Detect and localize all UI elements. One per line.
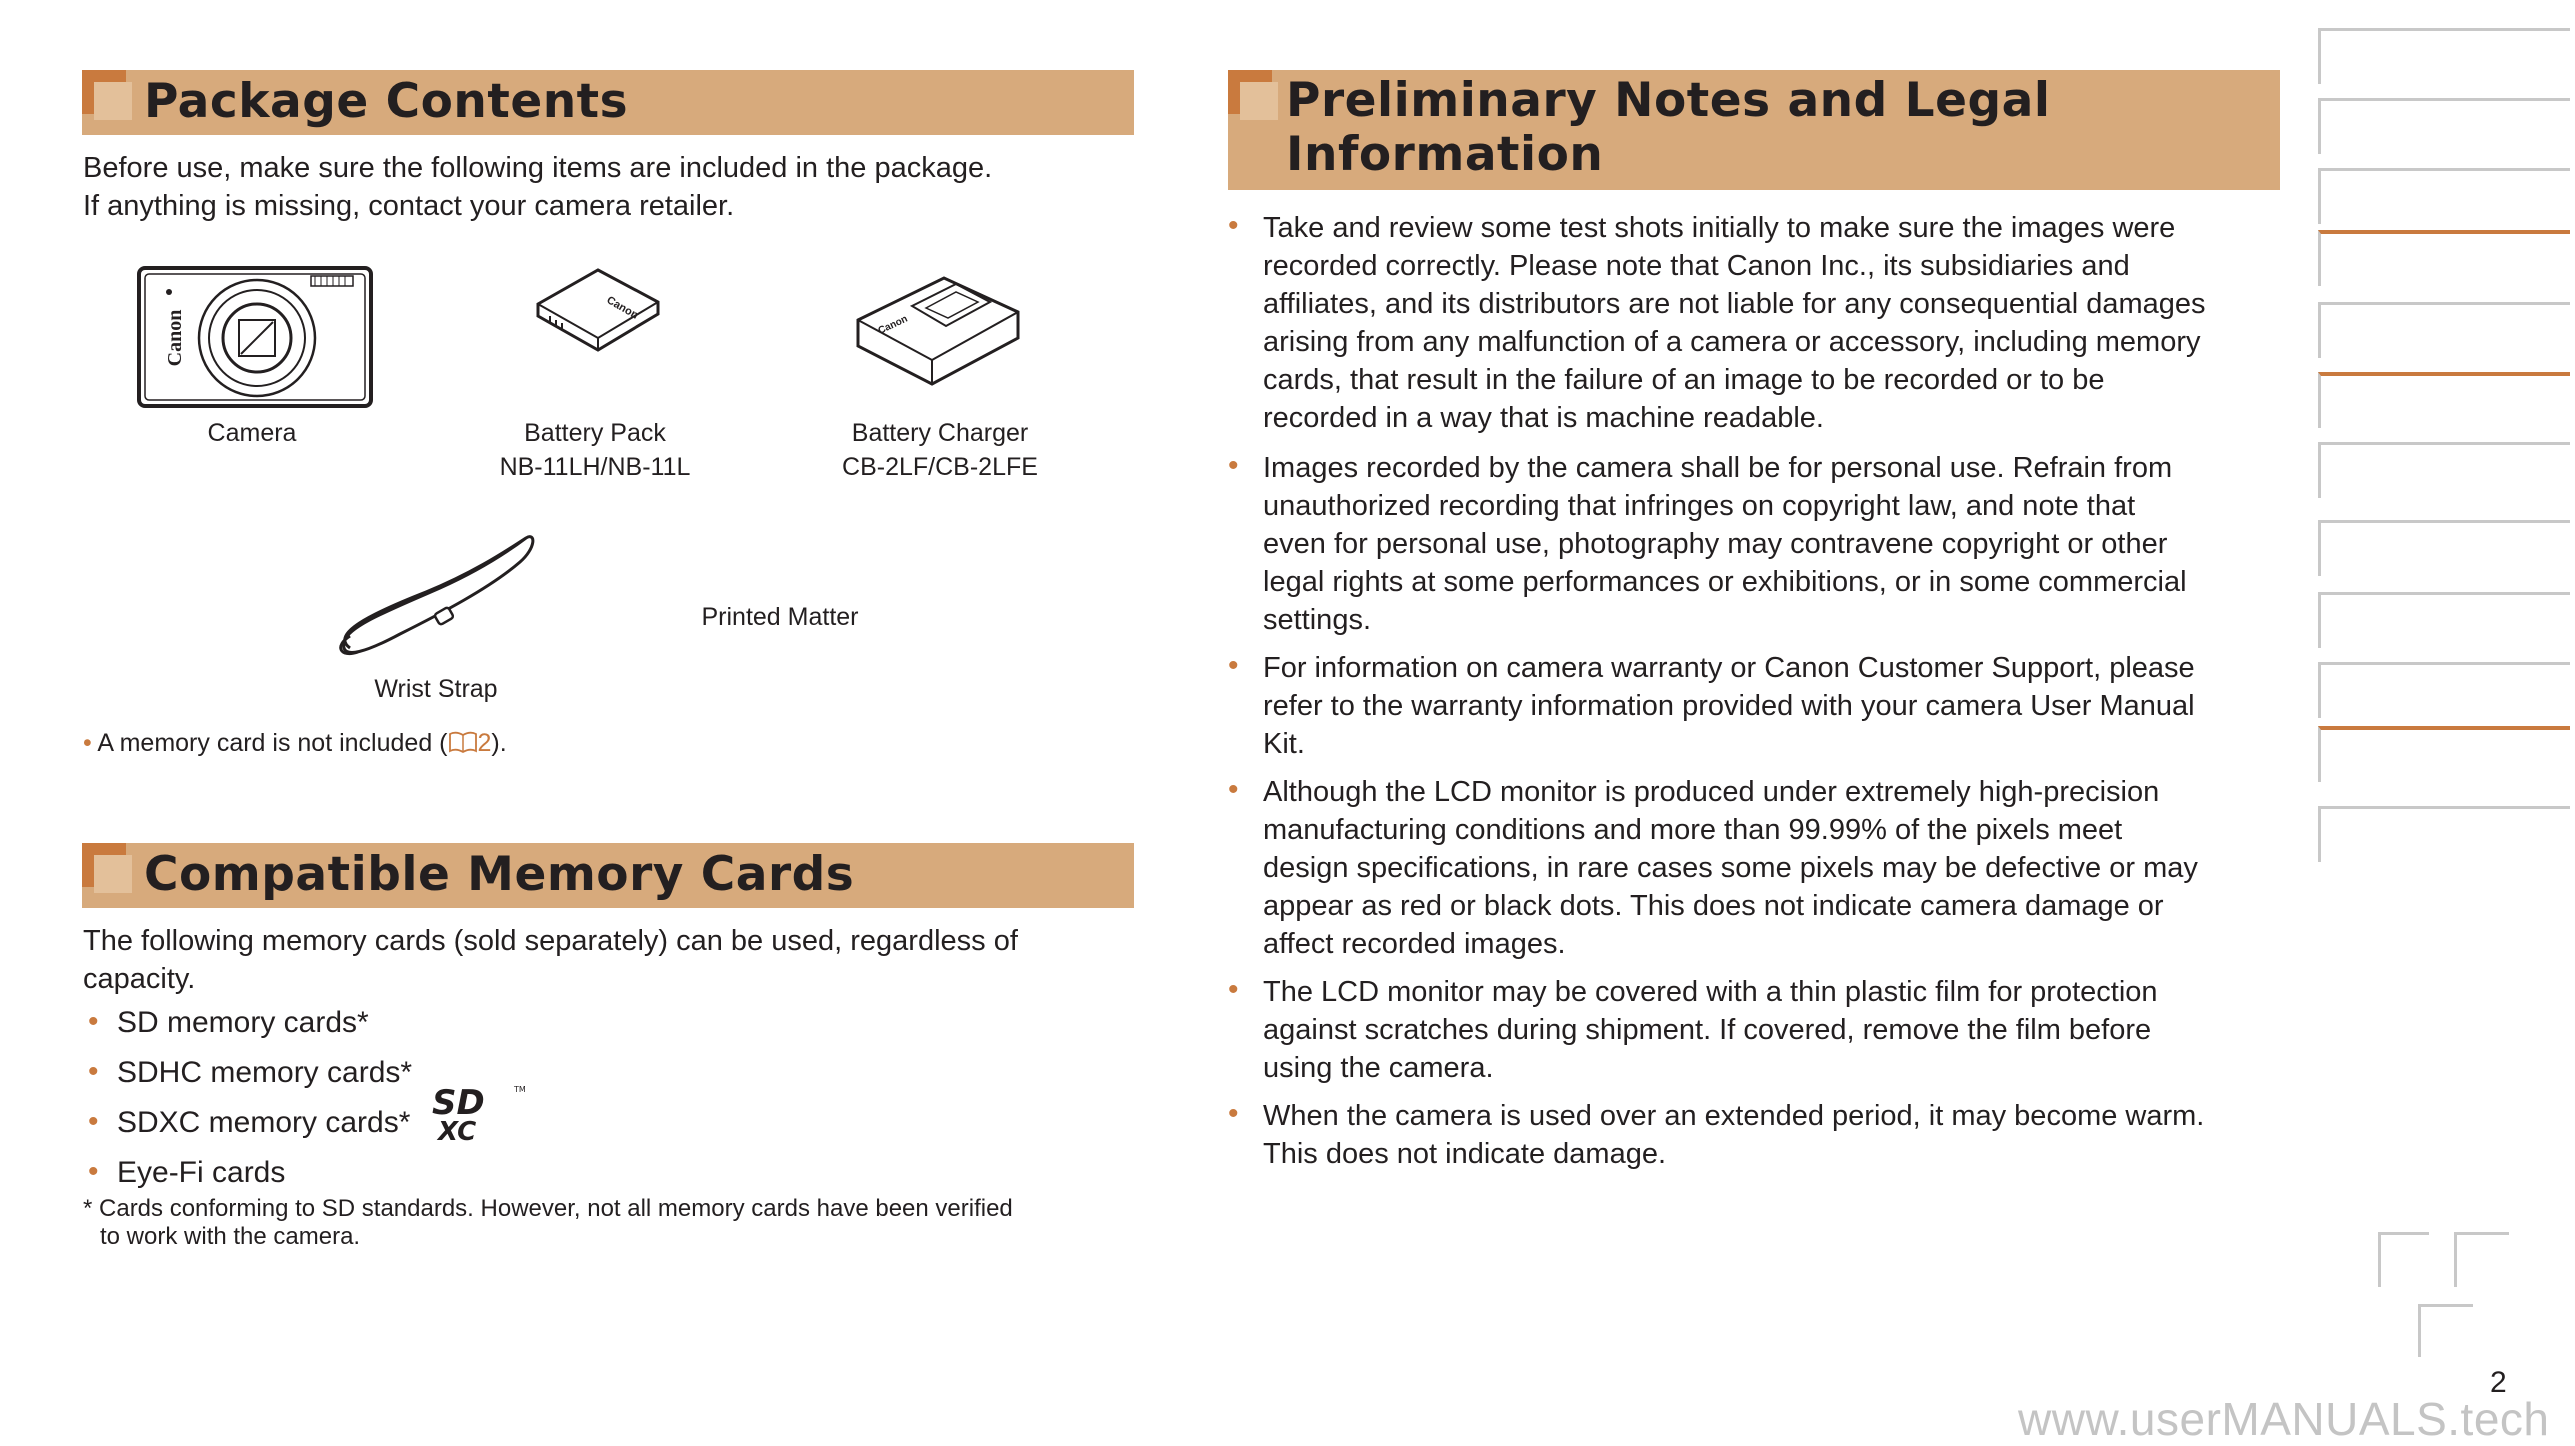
nav-tab-active[interactable]	[2318, 726, 2570, 782]
memory-footnote-1: * Cards conforming to SD standards. However, not all memory cards have been verified	[83, 1195, 1013, 1222]
legal-note-6-line: When the camera is used over an extended period, it may become warm.	[1263, 1100, 2205, 1132]
memory-card-note	[83, 726, 507, 763]
battery-pack-icon	[528, 262, 668, 362]
card-sdxc: SDXC memory cards*	[117, 1106, 411, 1139]
preliminary-notes-heading	[1228, 70, 2280, 190]
legal-note-6-line: This does not indicate damage.	[1263, 1138, 1667, 1170]
note-page-link[interactable]: 2	[477, 729, 492, 757]
battery-pack-model: NB-11LH/NB-11L	[499, 453, 691, 481]
legal-note-1-line: recorded correctly. Please note that Canon Inc., its subsidiaries and	[1263, 250, 2130, 282]
sdxc-logo-icon	[422, 1084, 532, 1144]
memory-footnote-2: to work with the camera.	[100, 1223, 361, 1250]
card-bullet: •	[88, 1105, 99, 1138]
legal-note-1-line: arising from any malfunction of a camera or accessory, including memory	[1263, 326, 2201, 358]
nav-tab[interactable]	[2318, 592, 2570, 648]
nav-next-page-icon[interactable]	[2454, 1232, 2509, 1287]
note-bullet: •	[83, 729, 92, 757]
battery-charger-icon	[852, 272, 1024, 390]
legal-note-3-line: For information on camera warranty or Canon Customer Support, please	[1263, 652, 2195, 684]
nav-tab[interactable]	[2318, 442, 2570, 498]
battery-charger-model: CB-2LF/CB-2LFE	[842, 453, 1038, 481]
svg-text:Canon: Canon	[604, 294, 641, 322]
note-suffix: ).	[491, 729, 507, 757]
memory-intro: The following memory cards (sold separately) can be used, regardless of capacity.	[83, 925, 1018, 995]
card-sd: SD memory cards*	[117, 1006, 369, 1039]
legal-note-4-line: affect recorded images.	[1263, 928, 1566, 960]
nav-tab[interactable]	[2318, 520, 2570, 576]
heading-marker-inner	[1240, 82, 1278, 120]
nav-tab[interactable]	[2318, 98, 2570, 154]
nav-tab[interactable]	[2318, 662, 2570, 718]
note-bullet: •	[1228, 449, 1239, 482]
nav-tab[interactable]	[2318, 168, 2570, 224]
legal-note-4-line: Although the LCD monitor is produced under extremely high-precision	[1263, 776, 2160, 808]
note-bullet: •	[1228, 209, 1239, 242]
svg-text:Canon: Canon	[876, 313, 910, 337]
package-intro-1: Before use, make sure the following items are included in the package.	[83, 152, 993, 184]
printed-matter-caption: Printed Matter	[701, 603, 859, 631]
legal-note-5-line: against scratches during shipment. If covered, remove the film before	[1263, 1014, 2152, 1046]
nav-tab[interactable]	[2318, 28, 2570, 84]
book-icon	[448, 729, 478, 763]
nav-back-icon[interactable]	[2418, 1304, 2473, 1357]
watermark: www.userMANUALS.tech	[2018, 1393, 2550, 1445]
svg-text:Canon: Canon	[164, 309, 186, 367]
note-bullet: •	[1228, 649, 1239, 682]
legal-note-3-line: Kit.	[1263, 728, 1305, 760]
card-sdhc: SDHC memory cards*	[117, 1056, 413, 1089]
package-intro-2: If anything is missing, contact your camera retailer.	[83, 190, 735, 222]
legal-note-4-line: appear as red or black dots. This does not indicate camera damage or	[1263, 890, 2164, 922]
package-contents-title: Package Contents	[144, 74, 629, 129]
legal-note-1-line: recorded in a way that is machine readable.	[1263, 402, 1824, 434]
card-bullet: •	[88, 1005, 99, 1038]
legal-note-4-line: manufacturing conditions and more than 99.99% of the pixels meet	[1263, 814, 2123, 846]
card-eyefi: Eye-Fi cards	[117, 1156, 286, 1189]
nav-tab[interactable]	[2318, 806, 2570, 862]
legal-note-1-line: affiliates, and its distributors are not liable for any consequential damages	[1263, 288, 2206, 320]
memory-cards-heading	[82, 843, 1134, 908]
nav-tab[interactable]	[2318, 302, 2570, 358]
svg-text:SD: SD	[432, 1084, 485, 1123]
note-bullet: •	[1228, 773, 1239, 806]
legal-note-5-line: using the camera.	[1263, 1052, 1494, 1084]
package-contents-heading	[82, 70, 1134, 135]
preliminary-notes-title-line2: Information	[1286, 127, 1604, 182]
heading-marker-inner	[94, 855, 132, 893]
preliminary-notes-title-line1: Preliminary Notes and Legal	[1286, 73, 2051, 128]
wrist-strap-icon	[330, 530, 536, 666]
camera-caption: Camera	[207, 419, 297, 447]
heading-marker-inner	[94, 82, 132, 120]
legal-note-2-line: Images recorded by the camera shall be for personal use. Refrain from	[1263, 452, 2173, 484]
legal-note-1-line: cards, that result in the failure of an image to be recorded or to be	[1263, 364, 2105, 396]
card-bullet: •	[88, 1155, 99, 1188]
legal-note-2-line: settings.	[1263, 604, 1371, 636]
memory-cards-title: Compatible Memory Cards	[144, 847, 855, 902]
svg-text:TM: TM	[514, 1085, 526, 1094]
nav-tab-active[interactable]	[2318, 372, 2570, 428]
nav-tab-active[interactable]	[2318, 230, 2570, 286]
legal-note-2-line: even for personal use, photography may contravene copyright or other	[1263, 528, 2168, 560]
note-bullet: •	[1228, 973, 1239, 1006]
camera-icon	[135, 262, 375, 412]
wrist-strap-caption: Wrist Strap	[374, 675, 498, 703]
page-number: 2	[2490, 1366, 2507, 1399]
battery-charger-caption: Battery Charger	[851, 419, 1029, 447]
battery-pack-caption: Battery Pack	[524, 419, 666, 447]
note-text: A memory card is not included (	[97, 729, 448, 757]
legal-note-5-line: The LCD monitor may be covered with a thin plastic film for protection	[1263, 976, 2158, 1008]
note-bullet: •	[1228, 1097, 1239, 1130]
legal-note-1-line: Take and review some test shots initially to make sure the images were	[1263, 212, 2176, 244]
legal-note-4-line: design specifications, in rare cases some pixels may be defective or may	[1263, 852, 2198, 884]
legal-note-2-line: legal rights at some performances or exhibitions, or in some commercial	[1263, 566, 2187, 598]
legal-note-2-line: unauthorized recording that infringes on copyright law, and note that	[1263, 490, 2136, 522]
legal-note-3-line: refer to the warranty information provided with your camera User Manual	[1263, 690, 2195, 722]
card-bullet: •	[88, 1055, 99, 1088]
nav-previous-page-icon[interactable]	[2378, 1232, 2429, 1287]
svg-text:XC: XC	[438, 1117, 477, 1144]
